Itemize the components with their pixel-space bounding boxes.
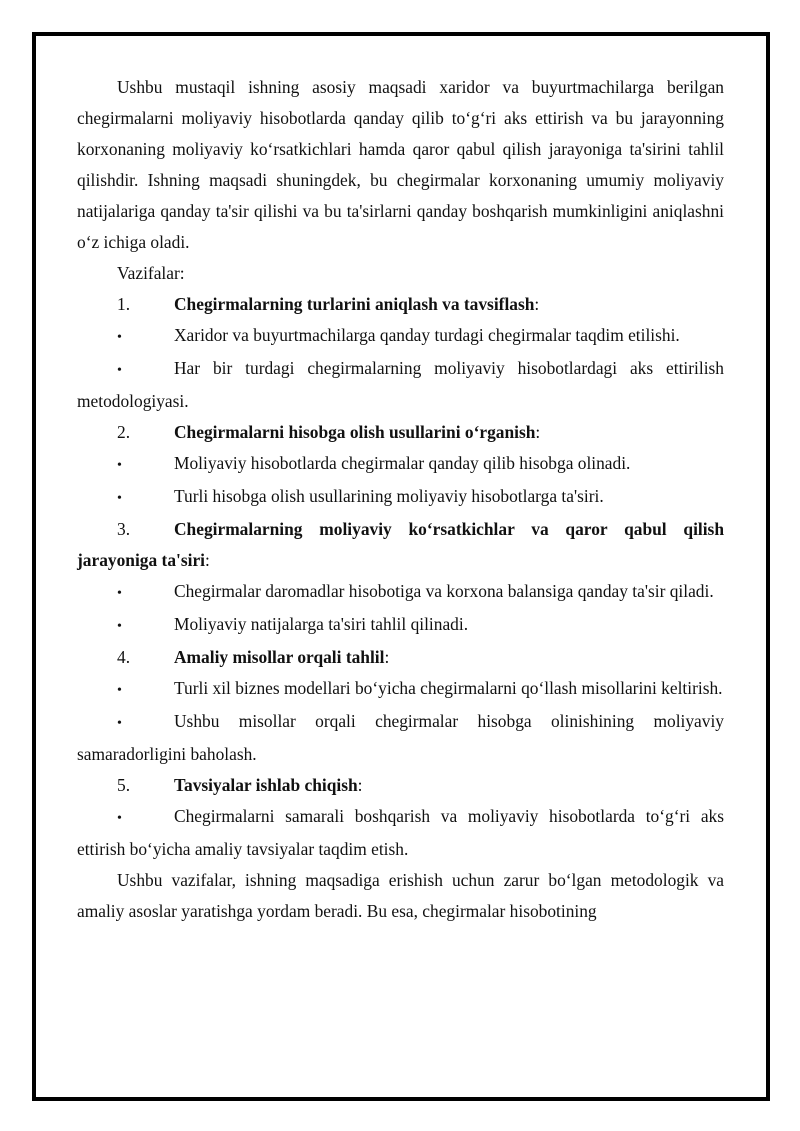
document-body <box>77 72 724 927</box>
task-title: Chegirmalarning moliyaviy ko‘rsatkichlar va qaror qabul qilish jarayoniga ta'siri <box>77 519 724 570</box>
task-bullet <box>77 673 724 706</box>
tasks-heading: Vazifalar: <box>117 263 185 283</box>
task-item: 3. Chegirmalarning moliyaviy ko‘rsatkichlar va qaror qabul qilish jarayoniga ta'siri: <box>77 514 724 576</box>
task-item: 2. Chegirmalarni hisobga olish usullarini o‘rganish: <box>77 417 724 448</box>
bullet-icon: • <box>117 716 122 731</box>
task-bullet <box>77 576 724 609</box>
task-item: 4. Amaliy misollar orqali tahlil: <box>77 642 724 673</box>
bullet-icon: • <box>117 586 122 601</box>
task-bullet <box>77 353 724 417</box>
task-number: 5. <box>117 775 131 795</box>
bullet-icon: • <box>117 330 122 345</box>
task-title: Chegirmalarni hisobga olish usullarini o‘rganish <box>174 422 536 442</box>
task-bullet <box>77 481 724 514</box>
task-bullet <box>77 448 724 481</box>
bullet-text: Chegirmalarni samarali boshqarish va moliyaviy hisobotlarda to‘g‘ri aks ettirish bo‘yicha amaliy tavsiyalar taqdim etish. <box>77 806 724 859</box>
bullet-icon: • <box>117 619 122 634</box>
task-number: 3. <box>117 519 131 539</box>
task-number: 2. <box>117 422 131 442</box>
bullet-icon: • <box>117 683 122 698</box>
task-number: 1. <box>117 294 131 314</box>
intro-paragraph: Ushbu mustaqil ishning asosiy maqsadi xaridor va buyurtmachilarga berilgan chegirmalarni moliyaviy hisobotlarda qanday qilib to‘g‘ri aks ettirish va bu jarayonning korxonaning moliyaviy ko‘rsatkichlari hamda qaror qabul qilish jarayoniga ta'sirini tahlil qilishdir. Ishning maqsadi shuningdek, bu chegirmalar korxonaning umumiy moliyaviy natijalariga qanday ta'sir qilishi va bu ta'sirlarni qanday boshqarish mumkinligini aniqlashni o‘z ichiga oladi. <box>77 77 724 252</box>
bullet-text: Turli xil biznes modellari bo‘yicha chegirmalarni qo‘llash misollarini keltirish. <box>174 678 723 698</box>
bullet-icon: • <box>117 458 122 473</box>
task-bullet <box>77 320 724 353</box>
bullet-text: Ushbu misollar orqali chegirmalar hisobga olinishining moliyaviy samaradorligini baholash. <box>77 711 724 764</box>
bullet-text: Moliyaviy natijalarga ta'siri tahlil qilinadi. <box>174 614 469 634</box>
task-title: Amaliy misollar orqali tahlil <box>174 647 385 667</box>
bullet-text: Xaridor va buyurtmachilarga qanday turdagi chegirmalar taqdim etilishi. <box>174 325 680 345</box>
bullet-text: Har bir turdagi chegirmalarning moliyaviy hisobotlardagi aks ettirilish metodologiyasi. <box>77 358 724 411</box>
bullet-icon: • <box>117 491 122 506</box>
task-bullet <box>77 706 724 770</box>
bullet-text: Turli hisobga olish usullarining moliyaviy hisobotlarga ta'siri. <box>174 486 604 506</box>
task-title: Chegirmalarning turlarini aniqlash va tavsiflash <box>174 294 535 314</box>
task-item: 5. Tavsiyalar ishlab chiqish: <box>77 770 724 801</box>
task-bullet <box>77 609 724 642</box>
task-item: 1. Chegirmalarning turlarini aniqlash va tavsiflash: <box>77 289 724 320</box>
task-bullet <box>77 801 724 865</box>
task-title: Tavsiyalar ishlab chiqish <box>174 775 358 795</box>
bullet-icon: • <box>117 811 122 826</box>
bullet-icon: • <box>117 363 122 378</box>
task-number: 4. <box>117 647 131 667</box>
bullet-text: Chegirmalar daromadlar hisobotiga va korxona balansiga qanday ta'sir qiladi. <box>174 581 714 601</box>
conclusion-paragraph: Ushbu vazifalar, ishning maqsadiga erishish uchun zarur bo‘lgan metodologik va amaliy asoslar yaratishga yordam beradi. Bu esa, chegirmalar hisobotining <box>77 870 724 921</box>
bullet-text: Moliyaviy hisobotlarda chegirmalar qanday qilib hisobga olinadi. <box>174 453 631 473</box>
